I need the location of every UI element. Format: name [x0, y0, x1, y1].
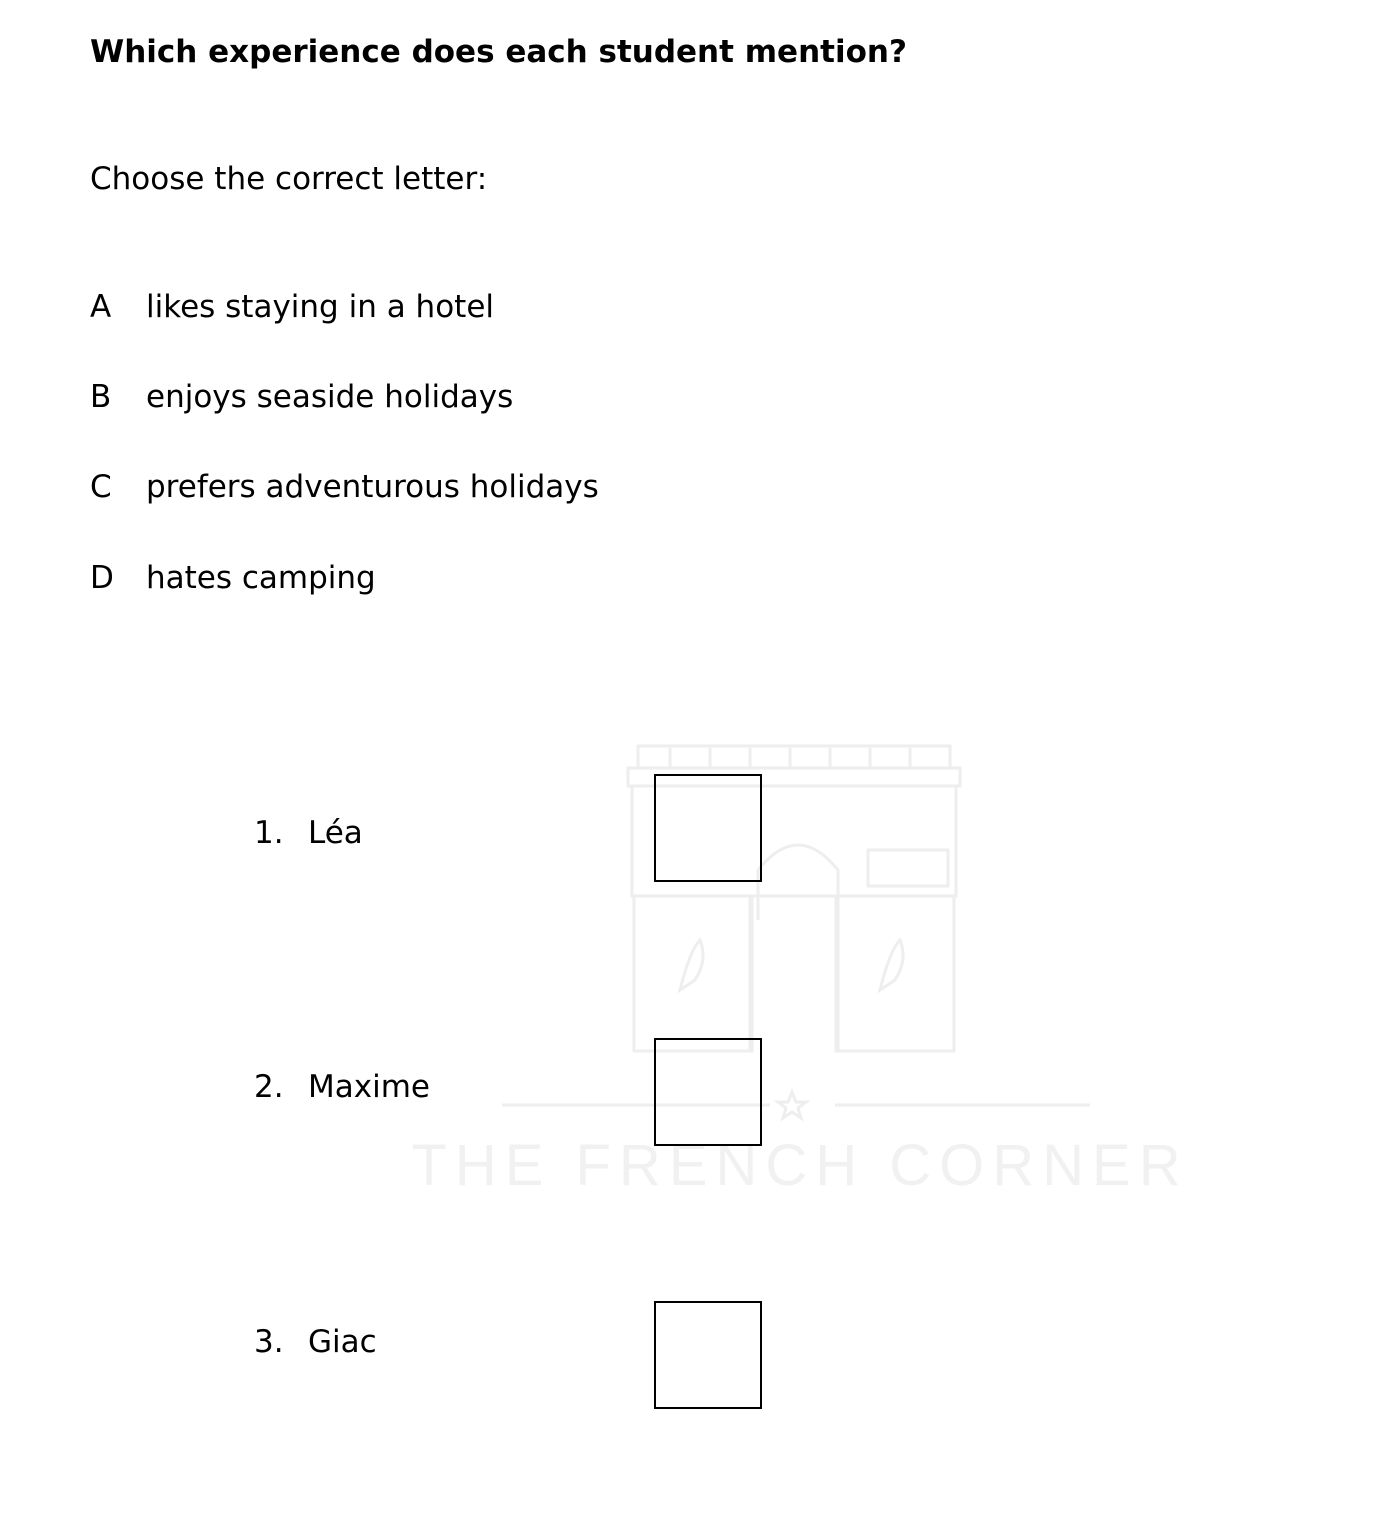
option-b — [90, 375, 513, 419]
answer-box-2[interactable] — [654, 1038, 762, 1146]
option-c — [90, 465, 599, 509]
student-name: Maxime — [308, 1069, 430, 1105]
option-text: likes staying in a hotel — [146, 289, 495, 325]
answer-box-1[interactable] — [654, 774, 762, 882]
item-number: 2. — [254, 1069, 284, 1105]
option-text: prefers adventurous holidays — [146, 469, 599, 505]
option-d — [90, 556, 376, 600]
option-a — [90, 285, 494, 329]
student-name: Léa — [308, 815, 363, 851]
answer-box-3[interactable] — [654, 1301, 762, 1409]
watermark-logo — [410, 740, 1190, 1200]
student-name: Giac — [308, 1324, 377, 1360]
arc-de-triomphe-icon — [502, 746, 1090, 1118]
item-number: 1. — [254, 815, 284, 851]
option-letter: B — [90, 379, 112, 415]
option-letter: A — [90, 289, 112, 325]
student-item-1 — [254, 811, 363, 855]
option-letter: D — [90, 560, 114, 596]
instruction-text: Choose the correct letter: — [90, 161, 488, 197]
question-heading: Which experience does each student mention? — [90, 34, 907, 70]
student-item-2 — [254, 1065, 430, 1109]
item-number: 3. — [254, 1324, 284, 1360]
option-letter: C — [90, 469, 112, 505]
watermark-text: THE FRENCH CORNER — [411, 1133, 1189, 1198]
option-text: hates camping — [146, 560, 376, 596]
student-item-3 — [254, 1320, 377, 1364]
option-text: enjoys seaside holidays — [146, 379, 514, 415]
